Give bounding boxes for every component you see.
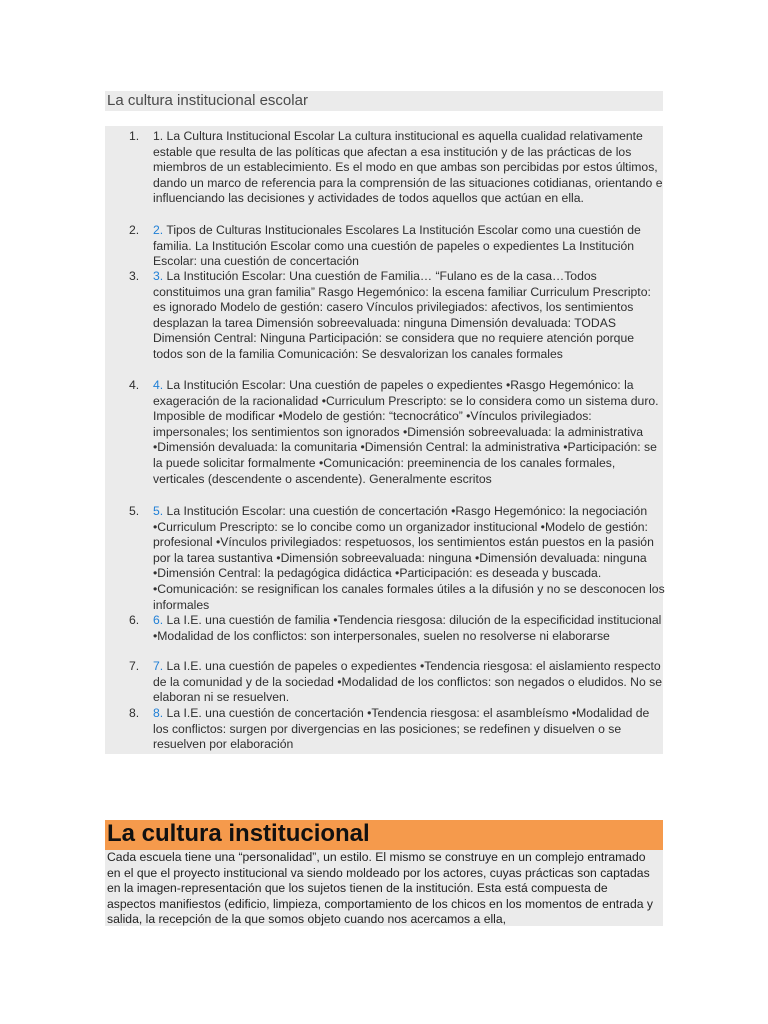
list-item <box>129 378 665 487</box>
list-item-number: 8. <box>129 706 140 720</box>
list-item-text: La I.E. una cuestión de concertación •Tendencia riesgosa: el asambleísmo •Modalidad de los conflictos: surgen por divergencias en las posiciones; se redefinen y disuelven o se resuelven por elaboración <box>153 706 650 752</box>
list-item-number: 1. <box>129 129 140 143</box>
list-item-text: Tipos de Culturas Institucionales Escolares La Institución Escolar como una cuestión de familia. La Institución Escolar como una cuestión de papeles o expedientes La Institución Escolar: una cuestión de concertación <box>153 223 641 269</box>
list-item-link[interactable]: 4. <box>153 378 164 392</box>
list-item-text: 1. La Cultura Institucional Escolar La cultura institucional es aquella cualidad relativamente estable que resulta de las políticas que afectan a esa institución y de las prácticas de los miembros de un establecimiento. Es el modo en que ambas son percibidas por estos últimos, dando un marco de referencia para la comprensión de las situaciones cotidianas, orientando e influenciando las decisiones y actividades de todos aquellos que actúan en ella. <box>153 129 663 206</box>
list-item-link[interactable]: 6. <box>153 613 164 627</box>
list-item-link[interactable]: 7. <box>153 659 164 673</box>
intro-paragraph-box <box>105 850 663 926</box>
section-title: La cultura institucional escolar <box>107 92 308 109</box>
list-item <box>129 269 665 363</box>
list-item-text: La Institución Escolar: una cuestión de concertación •Rasgo Hegemónico: la negociación •Curriculum Prescripto: se lo concibe como un organizador institucional •Modelo de gestión: profesional •Vínculos privilegiados: respetuosos, los sentimientos están puestos en la pasión por la tarea sustantiva •Dimensión sobreevaluada: ninguna •Dimensión devaluada: ninguna •Dimensión Central: la pedagógica didáctica •Participación: es deseada y buscada. •Comunicación: se resignifican los canales formales útiles a la difusión y no se desconocen los informales <box>153 504 665 612</box>
list-item-number: 5. <box>129 504 140 518</box>
list-item-number: 6. <box>129 613 140 627</box>
list-item <box>129 706 665 753</box>
list-item <box>129 223 665 270</box>
list-item-link[interactable]: 5. <box>153 504 164 518</box>
list-item-text: La Institución Escolar: Una cuestión de papeles o expedientes •Rasgo Hegemónico: la exageración de la racionalidad •Curriculum Prescripto: se lo considera como un sistema duro. Imposible de modificar •Modelo de gestión: “tecnocrático” •Vínculos privilegiados: impersonales; los sentimientos son ignorados •Dimensión sobreevaluada: la administrativa •Dimensión devaluada: la comunitaria •Dimensión Central: la administrativa •Participación: se la puede solicitar formalmente •Comunicación: preeminencia de los canales formales, verticales (descendente o ascendente). Generalmente escritos <box>153 378 659 486</box>
list-item-text: La Institución Escolar: Una cuestión de Familia… “Fulano es de la casa…Todos constituimos una gran familia” Rasgo Hegemónico: la escena familiar Curriculum Prescripto: es ignorado Modelo de gestión: casero Vínculos privilegiados: afectivos, los sentimientos desplazan la tarea Dimensión sobreevaluada: ninguna Dimensión devaluada: TODAS Dimensión Central: Ninguna Participación: se considera que no requiere atención porque todos son de la familia Comunicación: Se desvalorizan los canales formales <box>153 269 651 361</box>
section-heading: La cultura institucional <box>107 820 370 847</box>
list-item-number: 2. <box>129 223 140 237</box>
list-item <box>129 129 665 207</box>
list-item-number: 4. <box>129 378 140 392</box>
list-item <box>129 613 665 644</box>
numbered-list <box>105 126 663 754</box>
list-item-link[interactable]: 8. <box>153 706 164 720</box>
list-item-link[interactable]: 3. <box>153 269 164 283</box>
section-heading-bar <box>105 820 663 850</box>
list-item-link[interactable]: 2. <box>153 223 164 237</box>
list-item-text: La I.E. una cuestión de familia •Tendencia riesgosa: dilución de la especificidad institucional •Modalidad de los conflictos: son interpersonales, suelen no resolverse ni elaborarse <box>153 613 662 643</box>
list-item-text: La I.E. una cuestión de papeles o expedientes •Tendencia riesgosa: el aislamiento respecto de la comunidad y de la sociedad •Modalidad de los conflictos: son negados o eludidos. No se elaboran ni se resuelven. <box>153 659 663 705</box>
list-item-number: 3. <box>129 269 140 283</box>
list-item <box>129 659 665 706</box>
list-item-number: 7. <box>129 659 140 673</box>
section-title-bar <box>105 91 663 111</box>
intro-paragraph: Cada escuela tiene una “personalidad”, un estilo. El mismo se construye en un complejo entramado en el que el proyecto institucional va siendo moldeado por los actores, cuyas prácticas son captadas en la imagen-representación que los sujetos tienen de la institución. Esta está compuesta de aspectos manifiestos (edificio, limpieza, comportamiento de los chicos en los momentos de entrada y salida, la recepción de la que somos objeto cuando nos acercamos a ella, <box>107 850 653 927</box>
list-item <box>129 504 665 613</box>
